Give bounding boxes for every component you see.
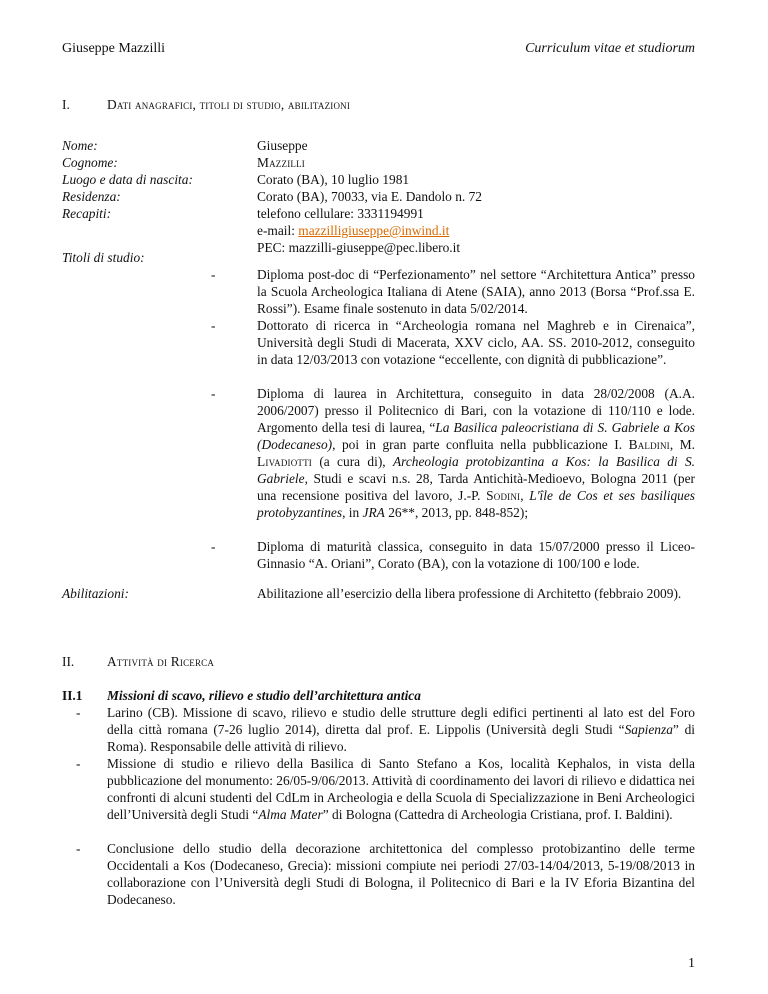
- list-item: [76, 755, 695, 840]
- subsection-heading-2-1: [62, 687, 421, 704]
- value-cognome: Mazzilli: [257, 155, 305, 170]
- missione-kos-terme: Conclusione dello studio della decorazione architettonica del complesso protobizantino delle terme Occidentali a Kos (Dodecaneso, Grecia): missioni compiute nei periodi 27/03-14/04/2013, 5-19/08/2013 in collaborazione con l’Università degli Studi di Bologna, il Politecnico di Bari e la IV Eforia Bizantina del Dodecaneso.: [107, 841, 695, 907]
- label-titoli: Titoli di studio:: [62, 250, 145, 265]
- list-item: [211, 385, 695, 538]
- personal-labels: [62, 137, 193, 222]
- label-cognome: Cognome:: [62, 155, 118, 170]
- section-number: I.: [62, 97, 70, 112]
- label-abilitazioni: Abilitazioni:: [62, 586, 129, 601]
- label-residenza: Residenza:: [62, 189, 121, 204]
- personal-values: [257, 137, 482, 256]
- titolo-perfezionamento: Diploma post-doc di “Perfezionamento” nel settore “Architettura Antica” presso la Scuola Archeologica Italiana di Atene (SAIA), anno 2013 (Borsa “Prof.ssa E. Rossi”). Esame finale sostenuto in data 5/02/2014.: [257, 267, 695, 316]
- missioni-list: [76, 704, 695, 908]
- abilitazioni-text: Abilitazione all’esercizio della libera professione di Architetto (febbraio 2009).: [257, 586, 682, 601]
- page-number: 1: [688, 956, 695, 971]
- subsection-title: Missioni di scavo, rilievo e studio dell’architettura antica: [107, 688, 421, 703]
- titolo-laurea: Diploma di laurea in Architettura, conseguito in data 28/02/2008 (A.A. 2006/2007) presso il Politecnico di Bari, con la votazione di 110/110 e lode. Argomento della tesi di laurea, “La Basilica paleocristiana di S. Gabriele a Kos (Dodecaneso), poi in gran parte confluita nella pubblicazione I. Baldini, M. Livadiotti (a cura di), Archeologia protobizantina a Kos: la Basilica di S. Gabriele, Studi e scavi n.s. 28, Tarda Antichità-Medioevo, Bologna 2011 (per una recensione positiva del lavoro, J.-P. Sodini, L'île de Cos et ses basiliques protobyzantines, in JRA 26**, 2013, pp. 848-852);: [257, 386, 695, 520]
- missione-kos-santo-stefano: Missione di studio e rilievo della Basilica di Santo Stefano a Kos, località Kephalos, in vista della pubblicazione del monumento: 26/05-9/06/2013. Attività di coordinamento dei lavori di rilievo e didattica nei confronti di alcuni studenti del CdLm in Archeologia e della Scuola di Specializzazione in Beni Archeologici dell’Università degli Studi “Alma Mater” di Bologna (Cattedra di Archeologia Cristiana, prof. I. Baldini).: [107, 756, 695, 822]
- dash-bullet: -: [211, 386, 216, 401]
- header-doc-title: Curriculum vitae et studiorum: [525, 41, 695, 56]
- dash-bullet: -: [211, 318, 216, 333]
- titolo-maturita: Diploma di maturità classica, conseguito in data 15/07/2000 presso il Liceo-Ginnasio “A. Oriani”, Corato (BA), con la votazione di 100/100 e lode.: [257, 539, 695, 571]
- dash-bullet: -: [76, 841, 81, 856]
- list-item: [76, 704, 695, 755]
- section-heading-2: [62, 653, 214, 670]
- list-item: [76, 840, 695, 908]
- titoli-list: [211, 266, 695, 572]
- dash-bullet: -: [211, 267, 216, 282]
- section-number: II.: [62, 654, 75, 669]
- dash-bullet: -: [211, 539, 216, 554]
- value-nascita: Corato (BA), 10 luglio 1981: [257, 172, 410, 187]
- header-author: Giuseppe Mazzilli: [62, 41, 166, 56]
- list-item: [211, 538, 695, 572]
- value-nome: Giuseppe: [257, 138, 308, 153]
- label-recapiti: Recapiti:: [62, 206, 112, 221]
- email-link[interactable]: mazzilligiuseppe@inwind.it: [298, 223, 450, 238]
- titolo-dottorato: Dottorato di ricerca in “Archeologia romana nel Maghreb e in Cirenaica”, Università degli Studi di Macerata, XXV ciclo, AA. SS. 2010-2012, conseguito in data 12/03/2013 con votazione “eccellente, con dignità di pubblicazione”.: [257, 318, 695, 367]
- value-telefono: telefono cellulare: 3331194991: [257, 206, 424, 221]
- dash-bullet: -: [76, 705, 81, 720]
- email-prefix: e-mail:: [257, 223, 299, 238]
- value-email-line: [257, 222, 482, 239]
- section-title: Attività di Ricerca: [107, 654, 215, 669]
- section-title: Dati anagrafici, titoli di studio, abilitazioni: [107, 97, 351, 112]
- list-item: [211, 266, 695, 317]
- label-nome: Nome:: [62, 138, 98, 153]
- list-item: [211, 317, 695, 385]
- value-residenza: Corato (BA), 70033, via E. Dandolo n. 72: [257, 189, 483, 204]
- label-nascita: Luogo e data di nascita:: [62, 172, 193, 187]
- missione-larino: Larino (CB). Missione di scavo, rilievo e studio delle strutture degli edifici pertinenti al lato est del Foro della città romana (7-26 luglio 2014), diretta dal prof. E. Lippolis (Università degli Studi “Sapienza” di Roma). Responsabile delle attività di rilievo.: [107, 705, 695, 754]
- value-pec: PEC: mazzilli-giuseppe@pec.libero.it: [257, 240, 461, 255]
- subsection-number: II.1: [62, 688, 83, 703]
- section-heading-1: [62, 96, 350, 113]
- dash-bullet: -: [76, 756, 81, 771]
